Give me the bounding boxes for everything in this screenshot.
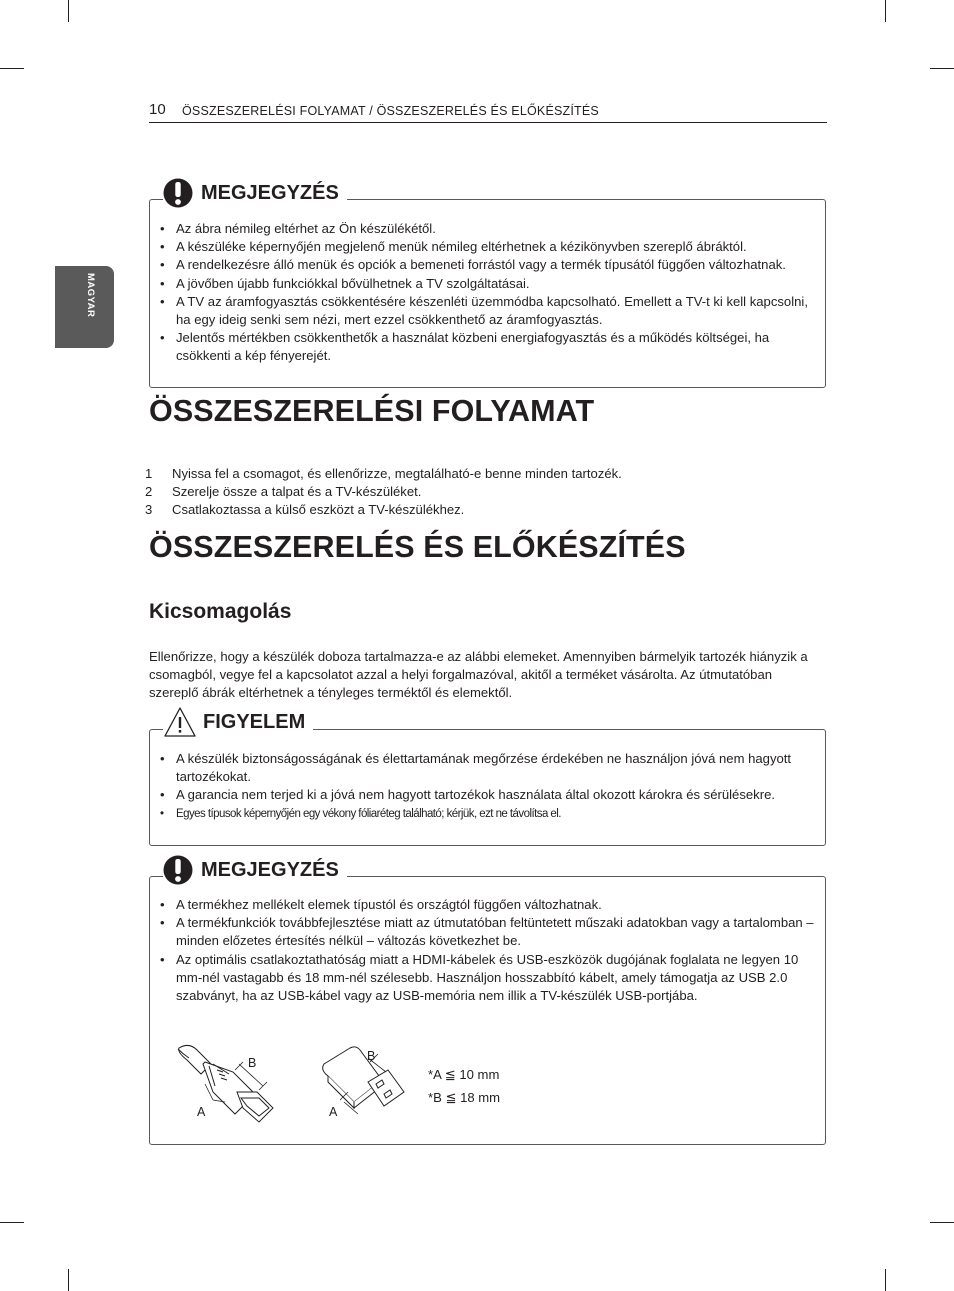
list-item: • A termékhez mellékelt elemek típustól és országtól függően változhatnak. [159, 896, 819, 914]
list-item: • A készülék biztonságosságának és élettartamának megőrzése érdekében ne használjon jóvá nem hagyott tartozékokat. [159, 750, 819, 786]
list-item: • Az ábra némileg eltérhet az Ön készülékétől. [159, 220, 819, 238]
note-list [159, 896, 819, 1005]
running-title: ÖSSZESZERELÉSI FOLYAMAT / ÖSSZESZERELÉS ÉS ELŐKÉSZÍTÉS [182, 104, 599, 118]
crop-mark [930, 1222, 954, 1223]
step-number: 2 [145, 484, 153, 499]
section-heading: ÖSSZESZERELÉS ÉS ELŐKÉSZÍTÉS [149, 530, 686, 564]
list-item: • A TV az áramfogyasztás csökkentésére készenléti üzemmódba kapcsolható. Emellett a TV-t ki kell kapcsolni, ha egy ideig senki sem nézi, mert ezzel csökkenthető az áramfogyasztás. [159, 293, 819, 329]
step-text: Szerelje össze a talpat és a TV-készüléket. [172, 484, 422, 499]
assembly-steps [145, 465, 622, 519]
page-header [149, 101, 827, 123]
exclamation-icon [163, 177, 193, 209]
step-text: Csatlakoztassa a külső eszközt a TV-készülékhez. [172, 502, 465, 517]
list-item: • A jövőben újabb funkciókkal bővülhetnek a TV szolgáltatásai. [159, 275, 819, 293]
note-title: MEGJEGYZÉS [201, 858, 339, 881]
step-number: 1 [145, 466, 153, 481]
caution-list [159, 750, 819, 823]
exclamation-icon [163, 854, 193, 886]
list-item [145, 465, 622, 483]
dimension-label-a: A [329, 1105, 338, 1119]
crop-mark [0, 68, 24, 69]
crop-mark [885, 0, 886, 22]
language-tab-label: MAGYAR [85, 273, 96, 318]
dimension-label-b: B [248, 1056, 257, 1070]
subsection-heading: Kicsomagolás [149, 600, 292, 623]
list-item [145, 501, 622, 519]
step-text: Nyissa fel a csomagot, és ellenőrizze, megtalálható-e benne minden tartozék. [172, 466, 622, 481]
crop-mark [0, 1222, 24, 1223]
note-title: MEGJEGYZÉS [201, 181, 339, 204]
note-box-header [163, 853, 347, 887]
list-item: • Egyes típusok képernyőjén egy vékony fóliaréteg található; kérjük, ezt ne távolítsa el. [159, 805, 819, 823]
list-item: • A garancia nem terjed ki a jóvá nem hagyott tartozékok használata által okozott károkra és sérülésekre. [159, 786, 819, 804]
dimension-label-b: B [367, 1049, 376, 1063]
warning-triangle-icon [163, 706, 197, 738]
crop-mark [68, 1269, 69, 1291]
intro-paragraph: Ellenőrizze, hogy a készülék doboza tartalmazza-e az alábbi elemeket. Amennyiben bármelyik tartozék hiányzik a csomagból, vegye fel a kapcsolatot azzal a helyi forgalmazóval, akitől a terméket vásárolta. Az útmutatóban szereplő ábrák eltérhetnek a tényleges terméktől és elemektől. [149, 649, 808, 701]
step-number: 3 [145, 502, 153, 517]
dimension-spec-a: *A ≦ 10 mm [428, 1067, 500, 1082]
crop-mark [68, 0, 69, 22]
dimension-label-a: A [197, 1105, 206, 1119]
list-item: • Jelentős mértékben csökkenthetők a használat közbeni energiafogyasztás és a működés költségei, ha csökkenti a kép fényerejét. [159, 329, 819, 365]
list-item: • A rendelkezésre álló menük és opciók a bemeneti forrástól vagy a termék típusától függően változhatnak. [159, 256, 819, 274]
caution-title: FIGYELEM [203, 710, 306, 733]
list-item [145, 483, 622, 501]
note-box-header [163, 176, 347, 210]
crop-mark [885, 1269, 886, 1291]
note-list [159, 220, 819, 366]
crop-mark [930, 68, 954, 69]
caution-box-header [163, 705, 313, 739]
page-number: 10 [149, 101, 166, 118]
list-item: • Az optimális csatlakoztathatóság miatt a HDMI-kábelek és USB-eszközök dugójának foglalata ne legyen 10 mm-nél vastagabb és 18 mm-nél szélesebb. Használjon hosszabbító kábelt, amely támogatja az USB 2.0 szabványt, ha az USB-kábel vagy az USB-memória nem illik a TV-készülék USB-portjába. [159, 951, 819, 1006]
section-heading: ÖSSZESZERELÉSI FOLYAMAT [149, 394, 595, 428]
list-item: • A termékfunkciók továbbfejlesztése miatt az útmutatóban feltüntetett műszaki adatokban vagy a tartalomban – minden előzetes értesítés nélkül – változás következhet be. [159, 914, 819, 950]
list-item: • A készüléke képernyőjén megjelenő menük némileg eltérhetnek a kézikönyvben szereplő ábráktól. [159, 238, 819, 256]
language-tab [55, 266, 114, 348]
dimension-spec-b: *B ≦ 18 mm [428, 1090, 501, 1105]
hdmi-plug-illustration [175, 1040, 285, 1125]
